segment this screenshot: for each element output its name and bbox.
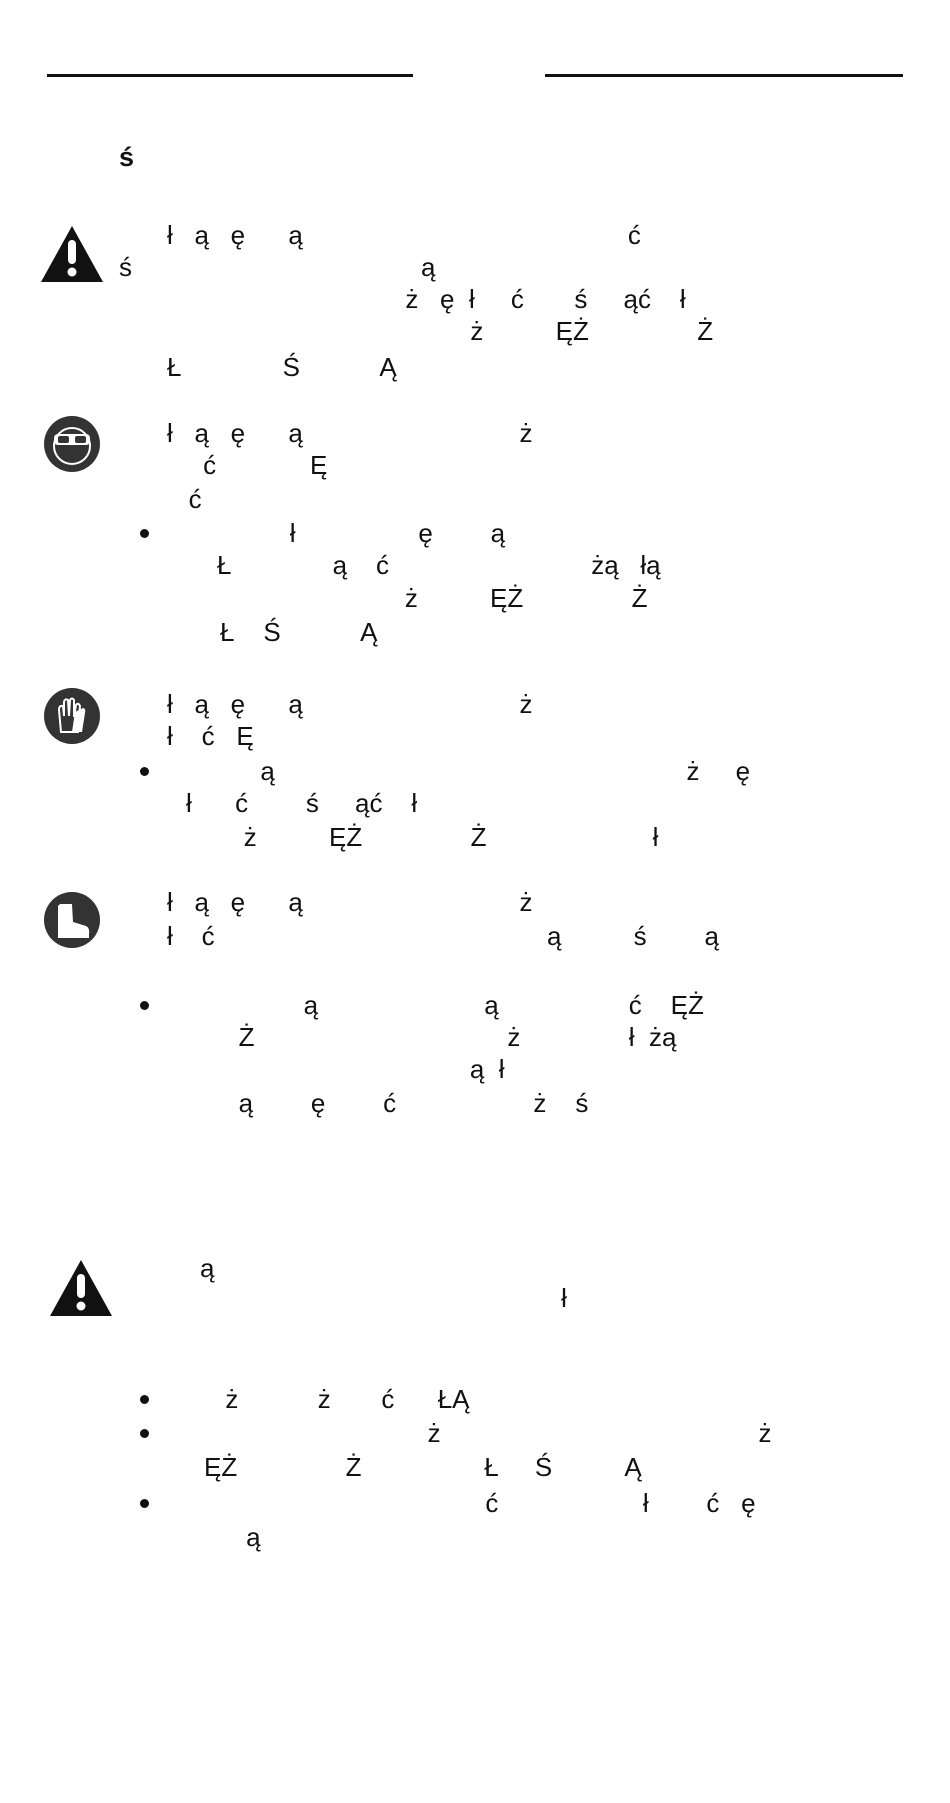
warning-line: ż ę ł ć ś ąć ł [167,284,686,314]
gloves-bullet-line: ł ć ś ąć ł [186,788,418,818]
section-heading: ś [119,142,135,172]
boots-bullet-line: ą ł [217,1054,505,1084]
bullet-marker [140,1429,149,1438]
gloves-line: ł ć Ę [167,721,254,751]
warning-triangle-icon [39,224,105,284]
goggles-line: ć [167,484,202,514]
warning-line: ś ą [119,252,436,282]
gloves-line: ł ą ę ą ż [167,689,533,719]
bullet-marker [140,1499,149,1508]
bullet-marker [140,1395,149,1404]
goggles-line: ł ą ę ą ż [167,418,533,448]
warning-line: Ł Ś Ą [167,352,397,382]
boots-bullet-line: Ż ż ł żą [217,1022,677,1052]
boots-bullet-line: ą ę ć ż ś [217,1088,589,1118]
safety-boot-icon [42,890,102,950]
goggles-bullet-line: ł ę ą [167,518,506,548]
boots-bullet-line: ą ą ć ĘŻ [217,990,704,1020]
header-rule-right [545,74,903,77]
caution-bullet-line: ć ł ć ę [182,1488,756,1518]
bullet-marker [140,1001,149,1010]
boots-line: ł ć ą ś ą [167,921,719,951]
bullet-marker [140,529,149,538]
goggles-line: ć Ę [167,450,328,480]
caution-bullet-line: ż ż ć ŁĄ [182,1384,470,1414]
protective-gloves-icon [42,686,102,746]
header-rule-left [47,74,413,77]
goggles-bullet-line: ż ĘŻ Ż [217,583,648,613]
caution-bullet-line: ą [210,1522,261,1552]
caution-line: ą [200,1253,215,1283]
boots-line: ł ą ę ą ż [167,887,533,917]
gloves-bullet-line: ą ż ę [217,756,751,786]
caution-bullet-line: ż ż [182,1418,772,1448]
caution-bullet-line: ĘŻ Ż Ł Ś Ą [204,1452,642,1482]
warning-triangle-icon [48,1258,114,1318]
warning-line: ż ĘŻ Ż [167,316,714,346]
goggles-bullet-line: Ł ą ć żą łą [217,550,661,580]
gloves-bullet-line: ż ĘŻ Ż ł [186,822,659,852]
safety-goggles-icon [42,414,102,474]
caution-line: ł [200,1283,567,1313]
goggles-bullet-line: Ł Ś Ą [220,617,378,647]
warning-line: ł ą ę ą ć [167,220,641,250]
bullet-marker [140,767,149,776]
